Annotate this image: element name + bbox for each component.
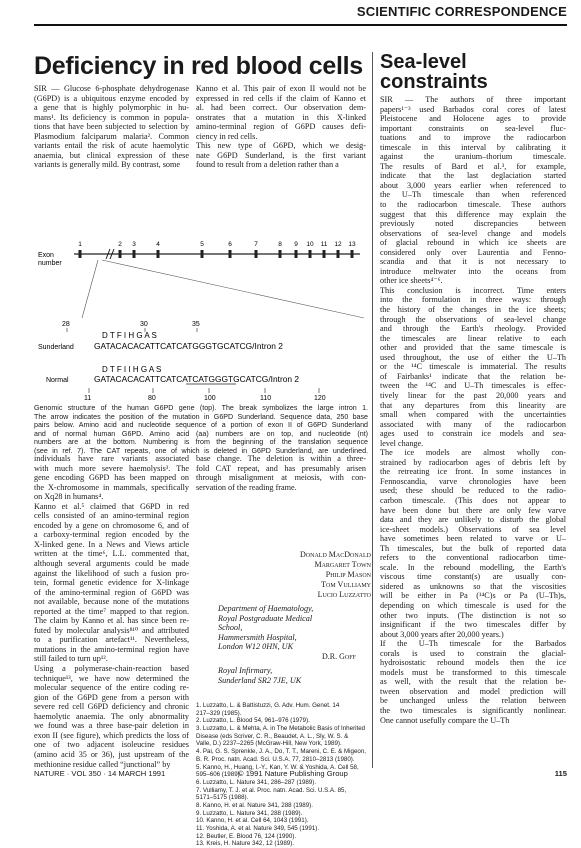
exon-box (255, 250, 258, 258)
text-line: individuals have rare variants associated (34, 454, 189, 463)
text-line: as well, with the result that the relation be- (380, 677, 566, 687)
text-line: Genomic structure of the human G6PD gene (top). The break symbolizes the large intron 1. (34, 404, 368, 412)
left-col1-top (34, 84, 189, 170)
text-line: X-linked gene. In a News and Views article (34, 539, 189, 549)
text-line: 5171–5175 (1988). (196, 794, 249, 802)
text-line: 3. Luzzatto, L. & Mehta, A. in The Metabolic Basis of Inherited (196, 725, 366, 733)
exon-number-label: number (38, 260, 62, 267)
exon-number: 3 (132, 241, 136, 248)
footer-copyright: © 1991 Nature Publishing Group (238, 769, 348, 778)
text-line: or the ¹⁴C timescale is immaterial. The results (380, 362, 566, 372)
text-line: through misalignment at meiosis, with con- (196, 473, 366, 483)
text-line: on Xq28 in humans⁴. (34, 492, 104, 502)
text-line: variants is generally mild. By contrast, some (34, 160, 180, 170)
text-line: against the likelihood of such a fusion pro- (34, 568, 189, 578)
text-line: and through the Earth's rheology. Provided (380, 324, 566, 334)
text-line: 11. Yoshida, A. et al. Nature 349, 545 (1991). (196, 825, 320, 832)
normal-row (46, 365, 299, 384)
text-line: 1. Luzzatto, L. & Battistuzzi, G. Adv. Hum. Genet. 14 (196, 702, 340, 709)
text-line: the timescales are linear relative to each (380, 333, 566, 343)
author-goff: D.R. Goff (322, 652, 356, 661)
affiliation-2 (218, 666, 301, 685)
text-line: found to result from a deletion rather than a (196, 160, 339, 170)
text-line: 5. Kanno, H., Huang, I.-Y., Kan, Y. W. & Yoshida, A. Cell 58, (196, 763, 359, 771)
text-line: the X-chromosome in mammals, specifically (34, 482, 189, 492)
text-line: with much more severe haemolysis³. The (34, 463, 189, 473)
text-line: variants entail the risk of acute haemolytic (34, 141, 189, 151)
text-line: observations of sea-level change and models (380, 228, 566, 238)
text-line: (see in ref. 7). The CAT repeats, one of which is deleted in G6PD Sunderland, are underlined. (34, 446, 368, 455)
text-line: Philip Mason (325, 570, 371, 579)
text-line: that any departures from this linearity are (380, 400, 566, 410)
text-line: one of two adjacent isoleucine residues (34, 740, 189, 750)
text-line: a carboxy-terminal region encoded by the (34, 530, 189, 540)
text-line: models must be transformed to this timescale (380, 667, 566, 677)
affiliation-1 (218, 604, 313, 652)
text-line: Using a polymerase-chain-reaction based (34, 664, 189, 674)
text-line: ice-sheet models.) Observations of sea level (380, 524, 566, 534)
text-line: other two inputs. (The distinction is not so (380, 610, 566, 620)
text-line: through the observations of sea-level change (380, 314, 566, 324)
text-line: 4. Pai, G. S. Sprenkle, J. A., Do, T. T., Mareni, C. E. & Migeon, (196, 748, 366, 756)
text-line: 9. Luzzatto, L. Nature 341, 288 (1989). (196, 809, 303, 817)
text-line: considered only over Laurentia and Fenno- (380, 247, 566, 257)
text-line: Lucio Luzzatto (317, 590, 371, 599)
text-line: Margaret Town (314, 560, 371, 569)
text-line: Kanno et al.⁵ claimed that G6PD in red (34, 501, 189, 511)
exon-box (309, 250, 312, 258)
text-line: suggest that this difference may explain the (380, 209, 566, 219)
text-line: London W12 0HN, UK (218, 642, 294, 651)
sunderland-row (38, 331, 283, 351)
text-line: refers to the conventional radiocarbon time- (380, 553, 566, 563)
text-line: the U–Th timescale than when referenced (380, 190, 566, 200)
text-line: associated with many of the radiocarbon (380, 419, 566, 429)
text-line: onstrates that a mutation in this X-linked (196, 112, 366, 122)
exon-box (337, 250, 340, 258)
exon-box (119, 250, 122, 258)
text-line: 10. Kanno, H. et al. Cell 64, 1043 (1991). (196, 817, 309, 825)
normal-aa: D T F I I H G A S (102, 365, 162, 374)
text-line: of the amino-terminal region of G6PD was (34, 587, 189, 597)
exon-box (133, 250, 136, 258)
text-line: Sunderland SR2 7JE, UK (218, 675, 302, 685)
header-rule (34, 24, 567, 26)
text-line: data and they are unlikely to disturb the global (380, 515, 566, 525)
text-line: (G6PD) is a ubiquitous enzyme encoded by (34, 93, 189, 103)
text-line: fold CAT repeat, and has presumably arisen (196, 463, 366, 473)
text-line: Disease (eds Scriver, C. R., Beaudet, A. L., Sly, W. S. & (196, 732, 349, 740)
gene-map (74, 249, 364, 318)
text-line: sidered as unknowns so that the viscosities (380, 581, 566, 591)
text-line: into the formulation in three ways: through (380, 295, 566, 305)
left-col1-bottom (34, 454, 189, 769)
text-line: severe red cell G6PD deficiency and chronic (34, 702, 189, 712)
text-line: 13. Kreis, H. Nature 342, 12 (1989). (196, 840, 295, 848)
text-line: SIR — The authors of three important (380, 95, 566, 104)
text-line: of Fairbanks¹ indicate that the relation be- (380, 371, 566, 381)
text-line: introduce meltwater into the oceans from (380, 266, 566, 276)
text-line: tions that have been subjected to selection by (34, 122, 189, 132)
section-header: SCIENTIFIC CORRESPONDENCE (356, 4, 567, 19)
text-line: scandia and that it is not necessary to (380, 257, 566, 267)
text-line: used; these should be reduced to the radio- (380, 486, 566, 496)
text-line: the retreating ice front. In some instances in (380, 467, 566, 477)
text-line: gene encoding G6PD has been mapped on (34, 473, 189, 483)
text-line: ciency in red cells. (196, 131, 258, 141)
text-line: Royal Postgraduate Medical (218, 613, 313, 623)
text-line: the two timescales is significantly nonlinear. (380, 706, 566, 715)
text-line: numbers are at the bottom. Numbering is from the beginning of the translation sequence (34, 438, 368, 447)
text-line: expressed in red cells if the claim of Kanno et (196, 93, 366, 103)
text-line: reported at the time⁷ mapped to that region. (34, 606, 189, 616)
text-line: The claim by Kanno et al. has since been re- (34, 616, 189, 626)
normal-seq: GATACACACATTCATCATCATGGGTGCATCG/Intron 2 (94, 374, 300, 384)
exon-box (157, 250, 160, 258)
text-line: Th timescales, but the bulk of reported data (380, 543, 566, 553)
exon-label: Exon (38, 252, 54, 259)
text-line: Pleistocene and Holocene ages to provide (380, 114, 566, 124)
text-line: cells consisted of an amino-terminal region (34, 511, 189, 521)
text-line: exon II (see figure), which predicts the loss of (34, 730, 189, 740)
text-line: School, (218, 623, 243, 632)
text-line: against the uranium–thorium timescale. (380, 152, 566, 162)
text-line: tein, formal genetic evidence for X-linkage (34, 578, 189, 588)
exon-number: 10 (306, 241, 314, 248)
text-line: Valle, D.) 2237–2265 (McGraw-Hill, New York, 1989). (196, 740, 342, 748)
text-line: to the radiocarbon timescale. These authors (380, 200, 566, 210)
text-line: tween observation and model prediction will (380, 686, 566, 696)
text-line: If the U–Th timescale for the Barbados (380, 639, 566, 649)
exon-box (229, 250, 232, 258)
text-line: to a purification artefact¹¹. Nevertheless, (34, 635, 189, 645)
text-line: hydroisostatic rebound models then the ice (380, 658, 566, 668)
author-list (300, 550, 371, 600)
aa-number: 35 (192, 321, 200, 328)
nt-number: 80 (148, 395, 156, 402)
text-line: This conclusion is incorrect. Time enters (380, 285, 566, 295)
text-line: insignificant if the two timescales differ by (380, 620, 566, 630)
nt-number: 110 (260, 395, 272, 402)
text-line: have been done but there are only few varve (380, 505, 566, 515)
text-line: and of normal human G6PD. Amino acid (aa) numbers are on top, and nucleotide (nt) (34, 429, 368, 438)
text-line: Plasmodium falciparum malaria². Common (34, 131, 189, 141)
text-line: about 3,000 years after 20,000 years.) (380, 629, 504, 639)
text-line: level change. (380, 438, 424, 448)
text-line: mutations in the amino-terminal region have (34, 644, 189, 654)
text-line: servation of the reading frame. (196, 482, 297, 492)
left-col2-bottom (196, 454, 366, 492)
text-line: base change. The deletion is within a three- (196, 454, 366, 463)
sunderland-seq: GATACACACATTCATCATGGGTGCATCG/Intron 2 (94, 341, 283, 351)
exon-number-row (78, 241, 356, 248)
normal-label: Normal (46, 377, 69, 384)
text-line: Fennoscandia, varve chronologies have been (380, 476, 566, 486)
text-line: tween the ¹⁴C and U–Th timescales is effec- (380, 381, 566, 391)
text-line: 595–606 (1989). (196, 771, 242, 779)
text-line: ages used to constrain ice models and sea- (380, 429, 566, 439)
text-line: (amino acid 35 or 36), just upstream of the (34, 749, 189, 759)
right-article-body (380, 95, 566, 725)
text-line: futed by molecular analysis⁸¹⁰ and attributed (34, 625, 189, 635)
text-line: 7. Vulliamy, T. J. et al. Proc. natn. Acad. Sci. U.S.A. 85, (196, 786, 347, 794)
exon-number: 8 (278, 241, 282, 248)
exon-number: 6 (228, 241, 232, 248)
article-title-right: Sea-level constraints (380, 51, 488, 93)
text-line: 2. Luzzatto, L. Blood 54, 961–976 (1979). (196, 717, 310, 725)
sunderland-aa: D T F I H G A S (102, 331, 157, 340)
text-line: not available, because none of the mutations (34, 597, 189, 607)
text-line: The results of Bard et al.³, for example, (380, 161, 566, 171)
exon-number: 1 (78, 241, 82, 248)
text-line: Tom Vulliamy (321, 580, 371, 589)
text-line: previously noted discrepancies between (380, 219, 566, 229)
text-line: be unchanged unless the relation between (380, 696, 566, 706)
article-title-left: Deficiency in red blood cells (34, 52, 363, 80)
text-line: of glacial rebound in which ice sheets are (380, 238, 566, 248)
text-line: important constraints on sea-level fluc- (380, 123, 566, 133)
exon-number: 12 (334, 241, 342, 248)
nt-number: 11 (84, 395, 92, 402)
text-line: Hammersmith Hospital, (218, 632, 297, 642)
text-line: Kanno et al. This pair of exon II would not be (196, 84, 366, 93)
text-line: 8. Kanno, H. et al. Nature 341, 288 (1989). (196, 801, 313, 809)
text-line: SIR — Glucose 6-phosphate dehydrogenase (34, 84, 189, 93)
text-line: the history of the changes in the ice sheets; (380, 305, 566, 315)
text-line: mans¹. Its deficiency is common in popula- (34, 112, 189, 122)
exon-number: 13 (348, 241, 356, 248)
text-line: still failed to turn up¹². (34, 654, 108, 664)
column-divider (372, 52, 373, 768)
exon-number: 11 (320, 241, 328, 248)
exon-number: 4 (156, 241, 160, 248)
exon-box (279, 250, 282, 258)
text-line: about 3,000 years earlier when referenced to (380, 180, 566, 190)
text-line: nate G6PD Sunderland, is the first variant (196, 150, 366, 160)
text-line: will be either in Pa (¹⁴C)s or Pa (U–Th)s, (380, 591, 566, 601)
text-line: gion of the G6PD gene from a person with (34, 692, 189, 702)
exon-box (201, 250, 204, 258)
text-line: The arrow indicates the position of the mutation in G6PD Sunderland. Sequence data, 250 base (34, 412, 368, 421)
page-number: 115 (554, 769, 567, 778)
text-line: written at the time⁶, L.L. commented that, (34, 549, 189, 559)
text-line: carbon timescale. (This does not appear to (380, 495, 566, 505)
aa-number: 28 (62, 321, 70, 328)
exon-box (323, 250, 326, 258)
nt-number: 120 (314, 395, 326, 402)
text-line: 217–329 (1985). (196, 709, 242, 717)
text-line: Royal Infirmary, (218, 666, 273, 675)
text-line: methionine residue called “junctional” by (34, 759, 171, 769)
text-line: technique¹³, we have now determined the (34, 673, 189, 683)
text-line: although several arguments could be made (34, 559, 189, 569)
exon-number: 5 (200, 241, 204, 248)
nt-numbers (84, 388, 326, 402)
text-line: Department of Haematology, (218, 604, 314, 613)
text-line: small when compared with the uncertainties (380, 410, 566, 420)
text-line: other ice sheets⁴⁻⁶. (380, 276, 443, 286)
exon-box (295, 250, 298, 258)
text-line: other and provided that the same timescale is (380, 343, 566, 353)
text-line: tuations and to improve the radiocarbon (380, 133, 566, 143)
aa-number: 30 (140, 321, 148, 328)
text-line: amino-terminal region of G6PD causes defi- (196, 122, 366, 132)
text-line: we found was a three base-pair deletion in (34, 721, 189, 731)
text-line: used throughout, the use of either the U–Th (380, 352, 566, 362)
exon-number: 9 (294, 241, 298, 248)
nt-number: 100 (204, 395, 216, 402)
text-line: a gene that is highly polymorphic in hu- (34, 103, 189, 113)
text-line: One cannot usefully compare the U–Th (380, 715, 510, 725)
exon-box (351, 250, 354, 258)
sunderland-label: Sunderland (38, 344, 74, 351)
text-line: anaemia, but clinical expression of these (34, 150, 189, 160)
text-line: This new type of G6PD, which we desig- (196, 141, 366, 151)
exon-number: 2 (118, 241, 122, 248)
text-line: corals is used to constrain the glacial- (380, 648, 566, 658)
text-line: strained by radiocarbon ages of debris left by (380, 457, 566, 467)
text-line: The ice models are almost wholly con- (380, 448, 566, 458)
left-col2-top (196, 84, 366, 170)
text-line: pairs below. Amino acid and nucleotide sequence of a portion of exon II of G6PD Sunderland (34, 421, 368, 430)
text-line: timescale in this interval by calibrating it (380, 142, 566, 152)
text-line: papers¹⁻³ used Barbados coral cores of latest (380, 104, 566, 114)
text-line: Donald MacDonald (300, 550, 371, 559)
text-line: scale. In the rebound modelling, the Earth's (380, 562, 566, 572)
text-line: viscous time constant(s) are usually con- (380, 572, 566, 582)
text-line: tively linear for the past 20,000 years and (380, 390, 566, 400)
text-line: B. R. Proc. natn. Acad. Sci. U.S.A. 77, 2810–2813 (1980). (196, 755, 355, 763)
gene-structure-figure (34, 236, 370, 428)
text-line: haemolytic anaemia. The only abnormality (34, 711, 189, 721)
figure-caption (34, 404, 368, 456)
exon-number: 7 (254, 241, 258, 248)
text-line: al. had been correct. Our observation dem- (196, 103, 366, 113)
text-line: have sometimes been related to varve or U– (380, 534, 566, 544)
text-line: depending on which timescale is used for the (380, 600, 566, 610)
text-line: 12. Beutler, E. Blood 76, 124 (1990). (196, 832, 297, 840)
text-line: molecular sequence of the entire coding re- (34, 683, 189, 693)
text-line: indicate that the last deglaciation started (380, 171, 566, 181)
text-line: 6. Luzzatto, L. Nature 341, 286–287 (1989). (196, 778, 317, 786)
footer-journal: NATURE · VOL 350 · 14 MARCH 1991 (34, 769, 166, 778)
text-line: encoded by a gene on chromosome 6, and of (34, 520, 189, 530)
exon-box (79, 250, 82, 258)
